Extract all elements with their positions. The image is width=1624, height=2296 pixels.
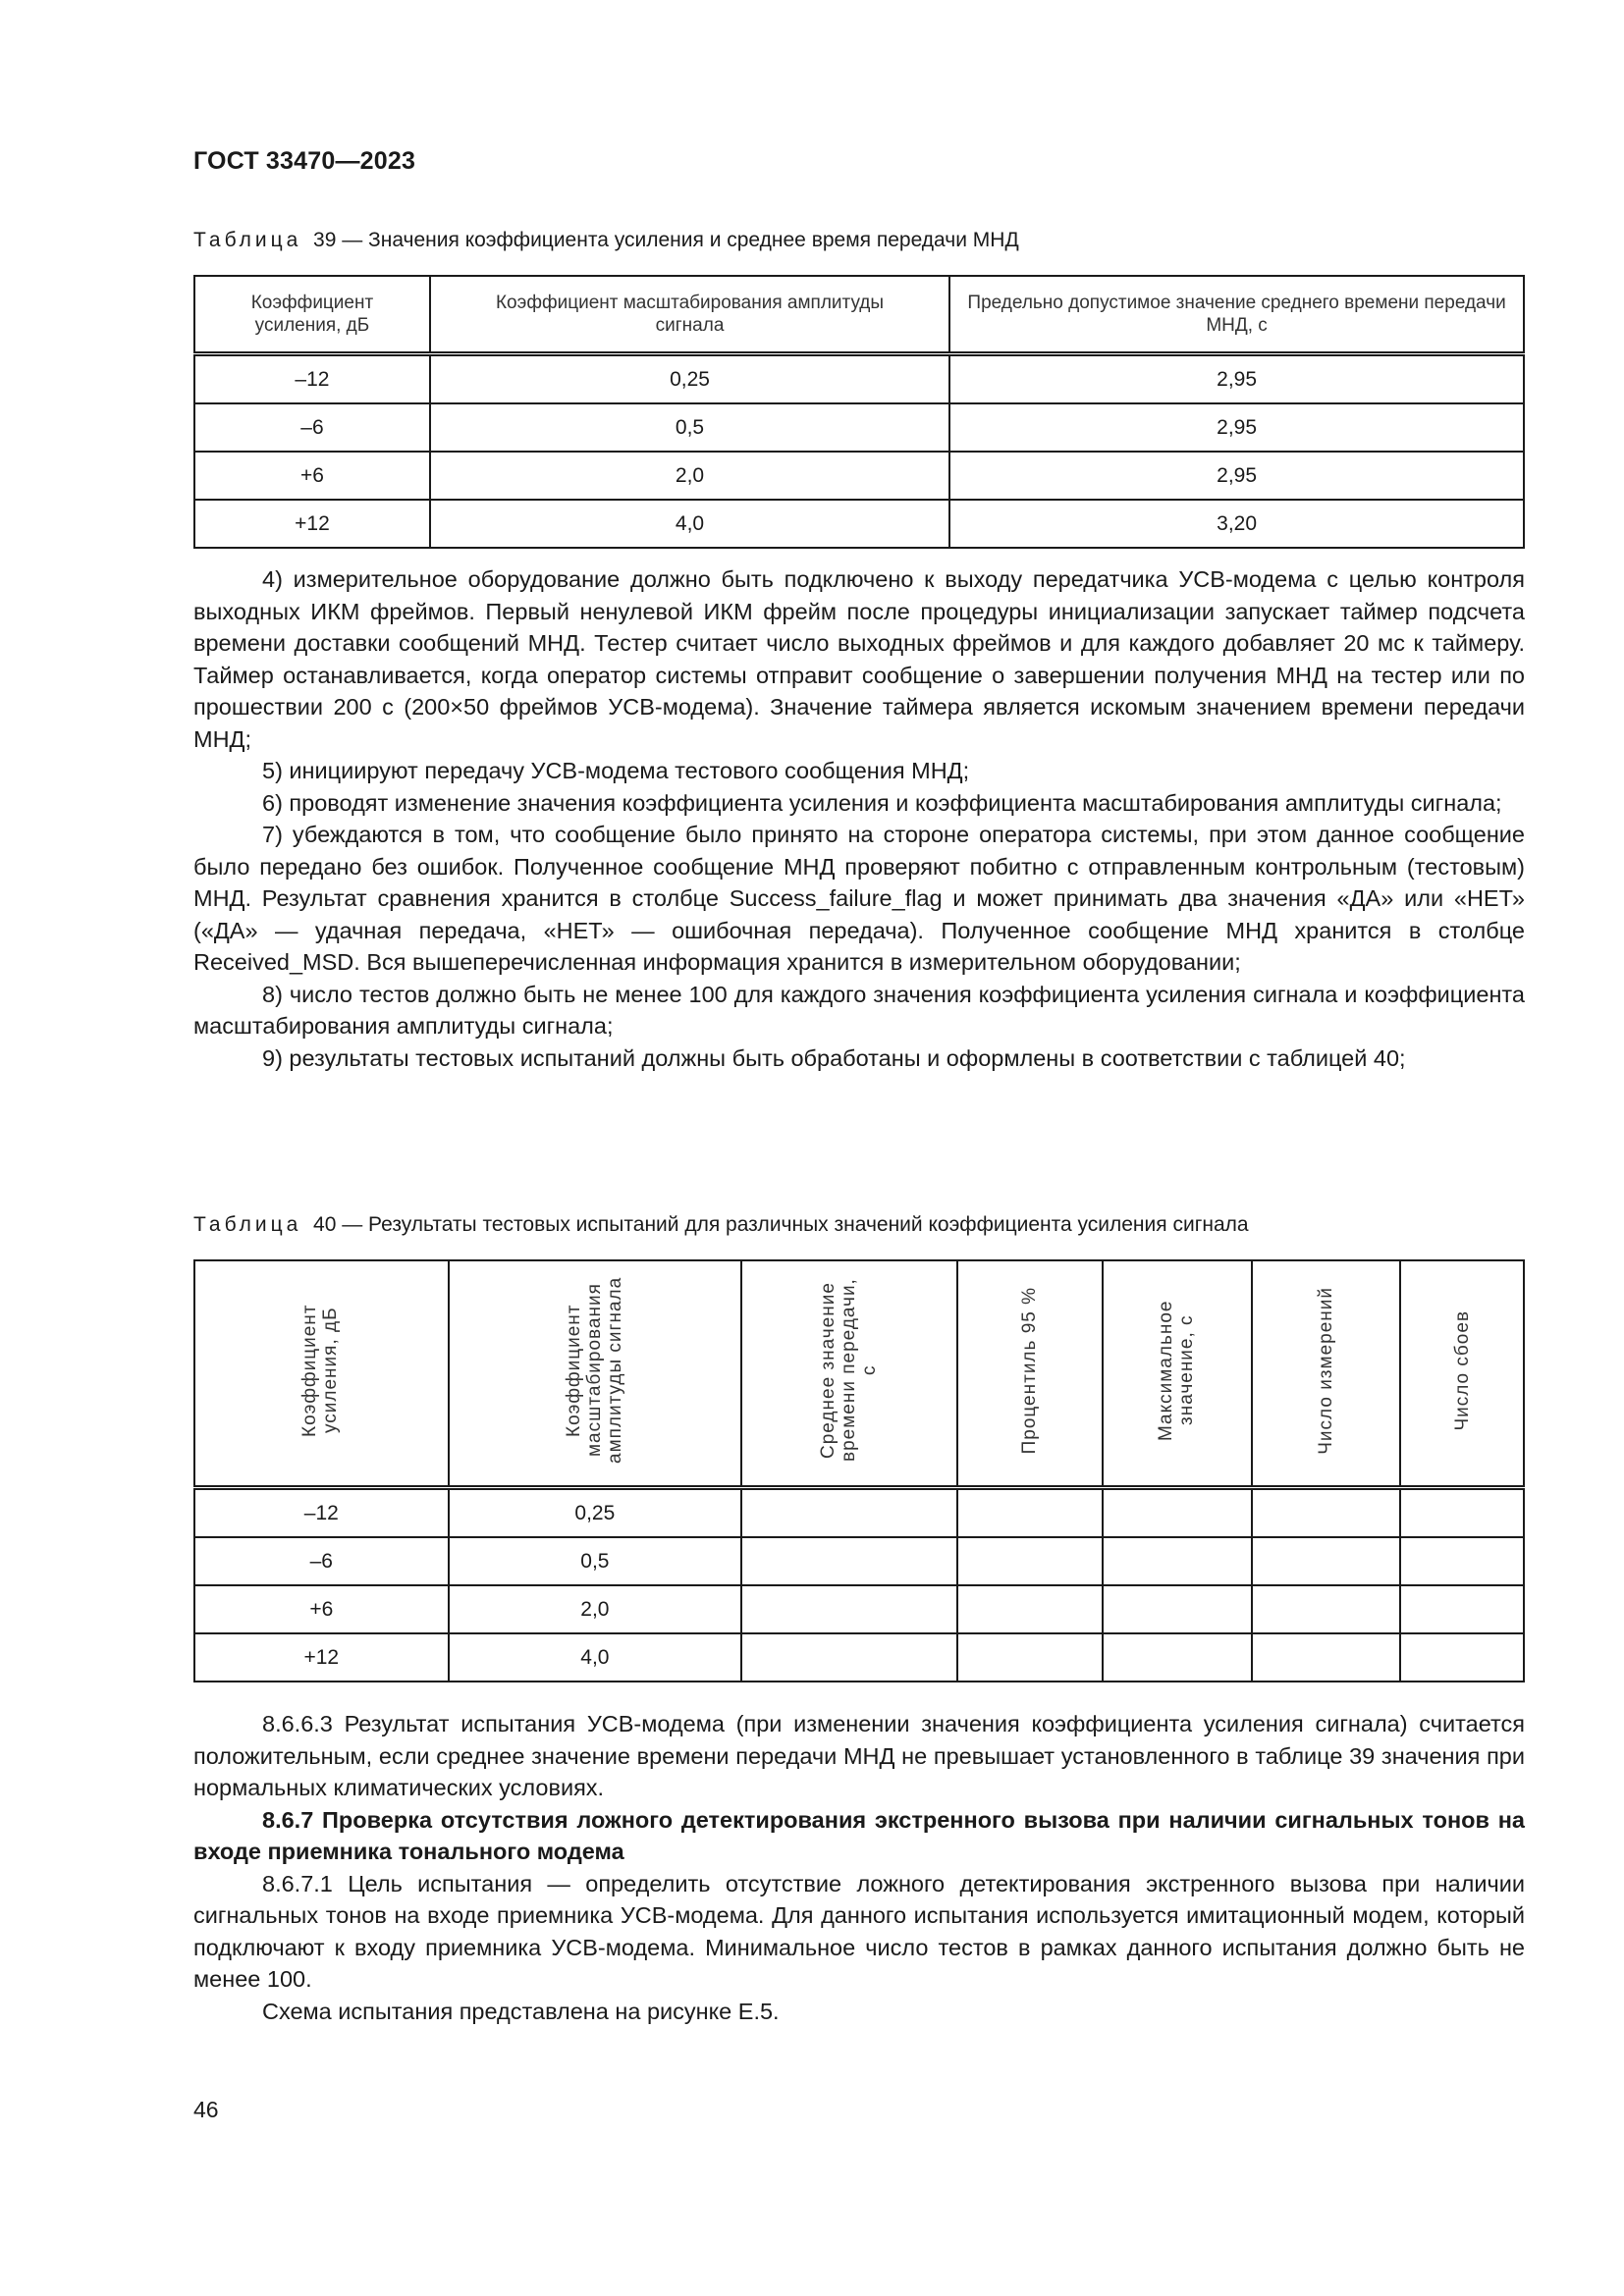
section-heading-8-6-7: 8.6.7 Проверка отсутствия ложного детектирования экстренного вызова при наличии сигнальных тонов на входе приемника тонального модема xyxy=(193,1806,1525,1864)
table-cell: 0,5 xyxy=(430,403,949,452)
section-text xyxy=(193,1708,1525,2027)
column-header: Среднее значение времени передачи, с xyxy=(741,1260,957,1488)
column-header: Коэффициент усиления, дБ xyxy=(194,276,430,354)
table-cell xyxy=(1252,1488,1400,1538)
table-cell xyxy=(741,1537,957,1585)
list-item: 7) убеждаются в том, что сообщение было принято на стороне оператора системы, при этом данное сообщение было передано без ошибок. Полученное сообщение МНД проверяют побитно с отправленным контрольным (тестовым) МНД. Результат сравнения хранится в столбце Success_failure_flag и может принимать два значения «ДА» или «НЕТ» («ДА» — удачная передача, «НЕТ» — ошибочная передача). Полученное сообщение МНД хранится в столбце Received_MSD. Вся вышеперечисленная информация хранится в измерительном оборудовании; xyxy=(193,822,1525,975)
table-cell xyxy=(1252,1537,1400,1585)
table-row xyxy=(194,1585,1524,1633)
table-cell: 2,95 xyxy=(949,354,1524,404)
page-number: 46 xyxy=(193,2097,219,2122)
table-row xyxy=(194,1633,1524,1682)
table-cell xyxy=(957,1633,1103,1682)
table-cell xyxy=(1103,1537,1253,1585)
table-row xyxy=(194,354,1524,404)
table-cell: 2,95 xyxy=(949,403,1524,452)
column-header: Предельно допустимое значение среднего времени передачи МНД, с xyxy=(949,276,1524,354)
table-39 xyxy=(193,275,1525,549)
table-header-row xyxy=(194,276,1524,354)
table-cell xyxy=(741,1585,957,1633)
table-cell xyxy=(957,1585,1103,1633)
list-item: 4) измерительное оборудование должно быть подключено к выходу передатчика УСВ-модема с целью контроля выходных ИКМ фреймов. Первый ненулевой ИКМ фрейм после процедуры инициализации запускает таймер подсчета времени доставки сообщений МНД. Тестер считает число выходных фреймов и для каждого добавляет 20 мс к таймеру. Таймер останавливается, когда оператор системы отправит сообщение о завершении получения МНД на тестер или по прошествии 200 с (200×50 фреймов УСВ-модема). Значение таймера является искомым значением времени передачи МНД; xyxy=(193,566,1525,752)
list-item: 8) число тестов должно быть не менее 100 для каждого значения коэффициента усиления сигнала и коэффициента масштабирования амплитуды сигнала; xyxy=(193,981,1525,1039)
table-caption-text: 40 — Результаты тестовых испытаний для различных значений коэффициента усиления сигнала xyxy=(313,1213,1249,1236)
list-item: 5) инициируют передачу УСВ-модема тестового сообщения МНД; xyxy=(262,758,970,783)
paragraph-8-6-7-1: 8.6.7.1 Цель испытания — определить отсутствие ложного детектирования экстренного вызова при наличии сигнальных тонов на входе приемника УСВ-модема. Для данного испытания используется имитационный модем, который подключают к входу приемника УСВ-модема. Минимальное число тестов в рамках данного испытания должно быть не менее 100. xyxy=(193,1870,1525,1992)
paragraph-8-6-6-3: 8.6.6.3 Результат испытания УСВ-модема (при изменении значения коэффициента усиления сигнала) считается положительным, если среднее значение времени передачи МНД не превышает установленного в таблице 39 значения при нормальных климатических условиях. xyxy=(193,1711,1525,1800)
table-cell: 0,25 xyxy=(449,1488,742,1538)
column-header: Число измерений xyxy=(1252,1260,1400,1488)
table-cell xyxy=(1400,1585,1524,1633)
table-cell xyxy=(1103,1633,1253,1682)
table-cell: 2,95 xyxy=(949,452,1524,500)
table-cell: 2,0 xyxy=(449,1585,742,1633)
table-cell: –6 xyxy=(194,1537,449,1585)
table-row xyxy=(194,1537,1524,1585)
table-cell xyxy=(1252,1585,1400,1633)
list-item: 6) проводят изменение значения коэффициента усиления и коэффициента масштабирования амплитуды сигнала; xyxy=(262,789,1502,816)
column-header: Максимальное значение, с xyxy=(1103,1260,1253,1488)
table-cell: 4,0 xyxy=(449,1633,742,1682)
table-cell: –6 xyxy=(194,403,430,452)
table-cell xyxy=(1103,1488,1253,1538)
column-header: Коэффициент масштабирования амплитуды сигнала xyxy=(449,1260,742,1488)
table-cell: –12 xyxy=(194,1488,449,1538)
table-caption-text: 39 — Значения коэффициента усиления и среднее время передачи МНД xyxy=(313,229,1019,251)
column-header: Коэффициент усиления, дБ xyxy=(194,1260,449,1488)
table-header-row xyxy=(194,1260,1524,1488)
table-caption-prefix: Таблица xyxy=(193,229,302,251)
table-40 xyxy=(193,1259,1525,1682)
table-cell: 0,5 xyxy=(449,1537,742,1585)
table-cell xyxy=(741,1488,957,1538)
table-cell xyxy=(1400,1537,1524,1585)
column-header: Коэффициент масштабирования амплитуды сигнала xyxy=(430,276,949,354)
table-cell xyxy=(957,1488,1103,1538)
list-item: 9) результаты тестовых испытаний должны быть обработаны и оформлены в соответствии с таблицей 40; xyxy=(262,1044,1406,1071)
table-cell xyxy=(1103,1585,1253,1633)
table-cell: +12 xyxy=(194,1633,449,1682)
table-39-caption xyxy=(193,229,1019,252)
table-cell xyxy=(1400,1633,1524,1682)
column-header: Число сбоев xyxy=(1400,1260,1524,1488)
table-cell xyxy=(1252,1633,1400,1682)
procedure-list xyxy=(193,563,1525,1074)
table-cell xyxy=(957,1537,1103,1585)
table-row xyxy=(194,1488,1524,1538)
table-row xyxy=(194,452,1524,500)
table-cell: +6 xyxy=(194,452,430,500)
paragraph-scheme-reference: Схема испытания представлена на рисунке Е.5. xyxy=(262,1998,780,2024)
document-header: ГОСТ 33470—2023 xyxy=(193,147,416,175)
table-cell: 3,20 xyxy=(949,500,1524,548)
table-cell: +12 xyxy=(194,500,430,548)
table-cell xyxy=(741,1633,957,1682)
table-cell: +6 xyxy=(194,1585,449,1633)
column-header: Процентиль 95 % xyxy=(957,1260,1103,1488)
table-caption-prefix: Таблица xyxy=(193,1213,302,1236)
table-cell: –12 xyxy=(194,354,430,404)
table-row xyxy=(194,403,1524,452)
table-row xyxy=(194,500,1524,548)
table-cell: 2,0 xyxy=(430,452,949,500)
table-40-caption xyxy=(193,1213,1249,1237)
table-cell xyxy=(1400,1488,1524,1538)
table-cell: 0,25 xyxy=(430,354,949,404)
table-cell: 4,0 xyxy=(430,500,949,548)
